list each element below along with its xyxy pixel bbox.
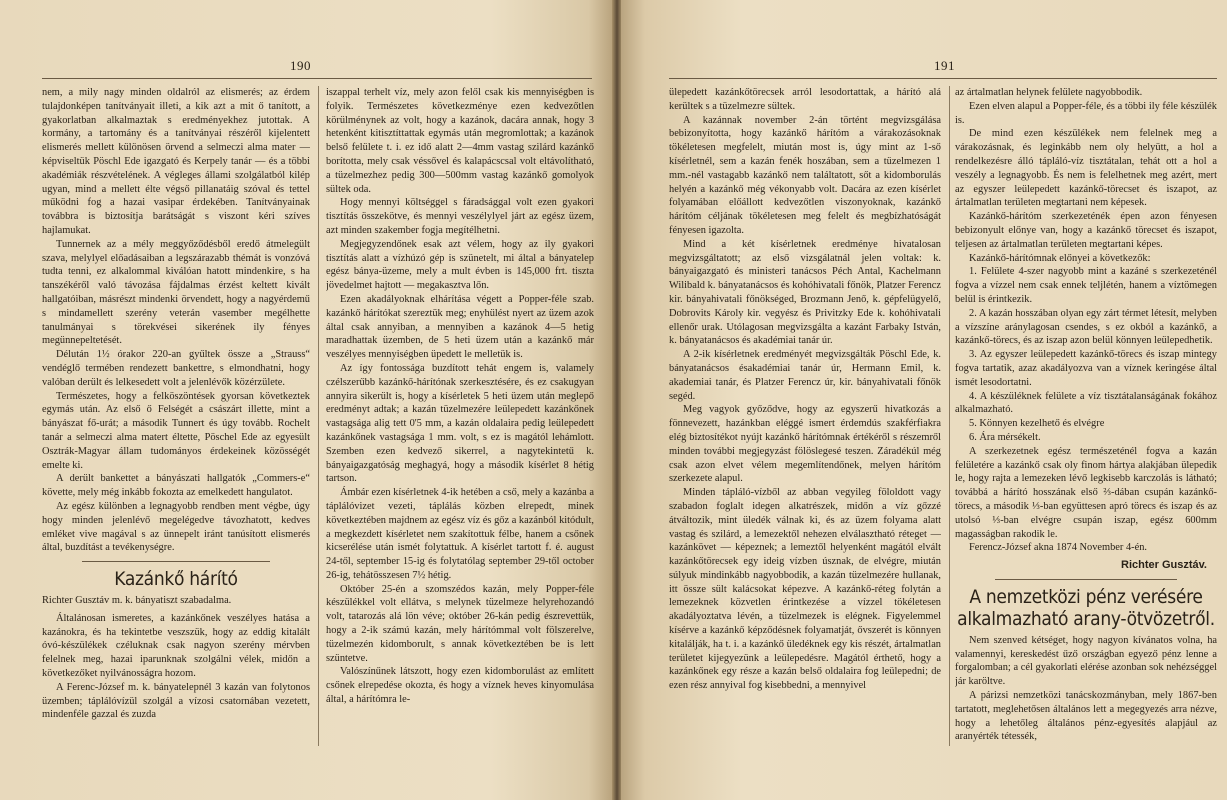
paragraph: Kazánkő-hárítómnak előnyei a következők: <box>969 252 1151 264</box>
paragraph: A szerkezetnek egész természeténél fogva a kazán felületére a kazánkő csak oly finom hártya alakjában ülepedik le, hogy rajta a lemezeken lévő legkisebb karczolás is látható; továbbá a hárító hosszának első ⅔-dában csupán kazánkő-törecs, a második ⅓-ban együttesen apró törecs és iszap és az utolsó ⅓-ban elvégre csupán iszap, egész 600mm magasságban rakodik le. <box>955 445 1217 540</box>
paragraph: iszappal terhelt víz, mely azon felől csak kis mennyiségben is folyik. Természetes következménye ezen kedvezőtlen körülménynek az volt, hogy a kazánok, dacára annak, hogy 3 hetenként kitisztíttattak egymás után megromlottak; a kazánok belső felülete t. i. ez idő alatt 2—4mm vastag szilárd kazánkő borította, mely csak véssővel és kalapácscsal volt eltávolítható, a tüzelmezhez pedig 300—500mm vastag kazánkő gomolyok sültek oda. <box>326 87 594 195</box>
paragraph: Az így fontossága buzdított tehát engem is, valamely czélszerűbb kazánkő-hárítónak szerkesztésére, és ez csakugyan annyira sikerült is, hogy a kísérletek 5 heti üzem után meglepő eredményt adtak; a kazán tüzelmezére leülepedett kazánkőnek vastagsága alig tett 0'5 mm, a kazán oldalaira pedig leülepedett kazánkőnek vastagsága 1 mm. volt, s ez is magától lehámlott. Szemben ezen kedvező sikerrel, a nagytekintetű k. bányaigazgatóság meghagyá, hogy a második kísérlet 8 hétig tartson. <box>326 362 594 485</box>
paragraph: A derült bankettet a bányászati hallgatók „Commers-e“ követte, mely még inkább fokozta az emelkedett hangulatot. <box>42 473 310 499</box>
paragraph: A kazánnak november 2-án történt megvizsgálása bebizonyította, hogy kazánkő hárítóm a várakozásoknak tökéletesen megfelelt, miután most is, úgy mint az 1-ső kísérletnél, sem a kazán fenék hoszában, sem a tüzelmezen 1 mm.-nél vastagabb kazánkő nem találtatott, sőt a kidomborulás helyén a kazánkő még vékonyabb volt. Dacára az ezen kísérlet folyamában előállott kedvezőtlen viszonyoknak, kazánkő hárítóm céljának tökéletesen meg felelt és megbízhatóságát fényesen igazolta. <box>669 114 941 236</box>
paragraph: Október 25-én a szomszédos kazán, mely Popper-féle készülékkel volt ellátva, s melynek tüzelmeze helyrehozandó volt, tatarozás alá lön véve; október 26-kán pedig észrevettük, hogy a 2-ik számú kazán, mely hárítómmal volt fölszerelve, tüzelmezén kidomborult, s annak következtében be is lett szüntetve. <box>326 583 594 664</box>
article-title-nemzetkozi-penz: A nemzetközi pénz verésére alkalmazható arany-ötvözetről. <box>957 585 1215 630</box>
paragraph: Megjegyzendőnek esak azt vélem, hogy az ily gyakori tisztítás alatt a vízhúzó gép is szünetelt, mi által a bányatelep egész bánya-üzeme, mely a mult évben is 145,000 frt. tiszta jövedelmet hajtott — megakasztva lőn. <box>326 238 594 292</box>
section-divider <box>82 561 270 562</box>
header-rule <box>42 78 592 79</box>
right-page <box>621 0 1227 800</box>
paragraph: 5. Könnyen kezelhető és elvégre <box>969 418 1105 430</box>
paragraph: 4. A készüléknek felülete a víz tisztátalanságának fokához alkalmazható. <box>955 390 1217 416</box>
column-rule <box>318 86 319 746</box>
column-text <box>955 634 1217 744</box>
section-divider <box>995 579 1177 580</box>
right-column-2 <box>955 86 1217 786</box>
paragraph: ülepedett kazánkőtörecsek arról lesodortattak, a hárító alá kerültek s a tüzelmezre sültek. <box>669 87 941 112</box>
paragraph: 6. Ára mérsékelt. <box>969 431 1041 443</box>
paragraph: A Ferenc-József m. k. bányatelepnél 3 kazán van folytonos üzemben; táplálóvízül szolgál a vízosi csatornában vezetett, mindenféle gazzal és zuzda <box>42 681 310 721</box>
paragraph: nem, a mily nagy minden oldalról az elismerés; az érdem tulajdonképen tanítványait illeti, a kik azt a mit ő tanított, a gyakorlatban alkalmaztak s eredményekhez jutottak. A kormány, a tartomány és a tanítványai részéről kijelentett elismerés mellett különösen örvend a selmeczi alma mater — képviseltük Pöschl Ede igazgató és Kerpely tanár — és a többi akadémiák részvételének. A végleges állami szolgálatból kilép ugyan, mind a mellett élte végső pillanatáig szóval és tettel működni fog a hazai vasipar érdekében. Tanítványainak továbbra is biztosítja barátságát s viszont kéri szíves hajlamukat. <box>42 87 310 236</box>
paragraph: Délután 1½ órakor 220-an gyűltek össze a „Strauss“ vendéglő termében rendezett bankettre, s elmondhatni, hogy valóban derült és lelkesedett volt a jelenlévők közérzülete. <box>42 349 310 388</box>
left-column-1 <box>42 86 310 786</box>
column-text <box>955 86 1217 555</box>
page-number-191: 191 <box>934 58 955 73</box>
paragraph: Ferencz-József akna 1874 November 4-én. <box>969 542 1148 554</box>
column-text <box>42 612 310 722</box>
paragraph: Kazánkő-hárítóm szerkezeténék épen azon fényesen bebizonyult előnye van, hogy a kazánkő törecset és iszapot, teljesen az ártalmatlan területen megtartani képes. <box>955 211 1217 250</box>
paragraph: 2. A kazán hosszában olyan egy zárt térmet létesít, melyben a vízszíne aránylagosan csendes, s ez okból a kazánkő, a kazánkő-törecs, és az iszap azon belül könnyen leülepedhetik. <box>955 307 1217 347</box>
paragraph: Tunnernek az a mély meggyőződésből eredő átmelegült szava, melylyel előadásaiban a legszárazabb thémát is vonzóvá tudta tenni, ez alkalommal kiválóan hatott mindenkire, s ha tanszékéről való távozása fájdalmas érzést keltett kivált hallgatóiban, másrészt mindenki örvendett, hogy a nagyérdemű s mindamellett szerény veterán vasember megélhette tanulmányai s törekvései sikerének ily fényes megünnepeltetését. <box>42 238 310 347</box>
header-rule <box>669 78 1217 79</box>
paragraph: Nem szenved kétséget, hogy nagyon kívánatos volna, ha valamennyi, kereskedést űző országban egyező pénz lenne a forgalomban; a cél gyakorlati elérése azonban sok nehézséggel jár karöltve. <box>955 634 1217 688</box>
paragraph: Valószínűnek látszott, hogy ezen kidomborulást az említett csőnek elrepedése okozta, és hogy a víznek heves kinyomulása által, a hárítómra le- <box>326 666 594 706</box>
paragraph: Ezen akadályoknak elhárítása végett a Popper-féle szab. kazánkő hárítókat szereztük meg; enyhülést nyert az üzem azok által csak annyiban, a mennyiben a kazánok 4—5 hetig maradhattak üzemben, de 5 heti üzem után a kazánkő már veszélyes mennyiségben üpedett le melletük is. <box>326 293 594 361</box>
paragraph: Az egész különben a legnagyobb rendben ment végbe, úgy hogy minden jelenlévő megelégedve távozhatott, kedves emléket vive magával s az ünnepelt iránt tanúsított elismerés által, buzdítást a tevékenységre. <box>42 500 310 554</box>
paragraph: A 2-ik kísérletnek eredményét megvizsgálták Pöschl Ede, k. bányatanácsos ésakadémiai tanár úr, Hermann Emil, k. akademiai tanár, és Platzer Ferencz úr, kir. bányahivatali főnök segéd. <box>669 349 941 402</box>
page-number-190: 190 <box>290 58 311 73</box>
paragraph: Természetes, hogy a felköszöntések gyorsan következtek egymás után. Az első ő Felségét a császárt illette, mint a bányászat fő-urát; a második Tunnert és úgy tovább. Rochelt tanár a selmeczi alma matert éltette, Pöschel Ede az egyesült Osztrák-Magyar állam tudományos érdekeinek közösségét emelte ki. <box>42 390 310 471</box>
column-text <box>42 86 310 555</box>
right-column-1 <box>669 86 941 786</box>
paragraph: De mind ezen készülékek nem felelnek meg a várakozásnak, és leginkább nem oly helyütt, a hol a rendelkezésre álló tápláló-víz tisztátalan, tehát ott a hol a veszély a legnagyobb. És nem is felelhetnek meg azért, mert az egyszer leülepedett kazánkő-törecset és iszapot, az ártalmatlan területen megtartani nem képesek. <box>955 128 1217 209</box>
paragraph: Általánosan ismeretes, a kazánkőnek veszélyes hatása a kazánokra, és ha tekintetbe veszszük, hogy az eddig kitalált óvó-készülékek czéluknak csak nagyon szerény mérvben felelnek meg, hazai iparunknak szolgálni vélek, midőn a következőket nyilvánosságra hozom. <box>42 612 310 680</box>
paragraph: Ezen elven alapul a Popper-féle, és a többi ily féle készülék is. <box>955 100 1217 126</box>
paragraph: Ámbár ezen kísérletnek 4-ik hetében a cső, mely a kazánba a táplálóvizet vezeti, táplálás közben elrepedt, minek következtében majdnem az egész víz és gőz a kazánból kitódult, a megkezdett kísérletet nem szakítottuk félbe, hanem a csőnek kicserélése után ismét folytattuk. A kísérlet tartott f. é. august 24-től, september 15-ig és folytatólag september 29-től october 26-ig, tehátösszesen 7½ hétig. <box>326 487 594 581</box>
paragraph: Minden tápláló-vízből az abban vegyileg föloldott vagy szabadon foglalt idegen alkatrészek, midőn a víz gőzzé átváltozik, mint üledék válnak ki, és az üzem folyama alatt vastag és szilárd, a lemezektől nehezen elválasztható réteget — kazánkövet — képeznek; a lemeztől helyenként magától elvált kazánkőtörecsek egy ideig vízben úsznak, de elvégre, miután súlyuk mindinkább nagyobbodik, a kazán tüzelmezére hullanak, itt össze sült kalácsokat képezve. A kazánkő-réteg folytán a lemezeknek közvetlen érintkezése a vízzel tökéletesen akadályoztatva lévén, a tüzelmezek is elégnek. Figyelemmel kísérve a kazánkő képződésnek folyamatját, ővszerét is könnyen kitalálják, ha t. i. a kazánkő üledéknek egy kis részét, ártalmatlan területet kijegyezünk a leülepedésre. Magától érthető, hogy a kazánkőnek egy része a kazán belső oldalaira fog leülepedni; de ezen rész annyival fog kisebbedni, a mennyivel <box>669 487 941 692</box>
paragraph: Mind a két kísérletnek eredménye hivatalosan megvizsgáltatott; az első vizsgálatnál jelen voltak: k. bányaigazgató és ministeri tanácsos Péch Antal, Kachelmann Wilibald k. bányatanácsos és kohóhivatali főnök, Platzer Ferencz kir. bányahivatali főnökséged, Brozmann Jenő, k. gépfelügyelő, Dobrovits Károly kir. vegyész és Privitzky Ede k. kohóhivatali ellenőr urak. Utólagosan megvizsgálta a kazánt Farbaky István, k. bányatanácsos és akadémiai tanár úr. <box>669 238 941 347</box>
left-page <box>0 0 613 800</box>
paragraph: A párizsi nemzetközi tanácskozmányban, mely 1867-ben tartatott, meglehetősen általános lett a megegyezés arra nézve, hogy a lehetőleg általános pénz-egyesítés alapjául az aranyérték tétessék, <box>955 690 1217 743</box>
paragraph: 1. Felülete 4-szer nagyobb mint a kazáné s szerkezeténél fogva a vízzel nem csak ennek teljlétén, hanem a víztömegen belül is érintkezik. <box>955 266 1217 305</box>
author-signature: Richter Gusztáv. <box>1121 559 1207 572</box>
article-byline: Richter Gusztáv m. k. bányatiszt szabadalma. <box>42 595 232 607</box>
paragraph: az ártalmatlan helynek felülete nagyobbodik. <box>955 87 1143 98</box>
paragraph: 3. Az egyszer leülepedett kazánkő-törecs és iszap mintegy fogva tartatik, azaz akadályozva van a víznek keringése által ismét lesodortatni. <box>955 349 1217 388</box>
paragraph: Hogy mennyi költséggel s fáradsággal volt ezen gyakori tisztítás összekötve, és mennyi veszélylyel járt az egész üzem, azt minden szakember fogja megítélhetni. <box>326 197 594 236</box>
column-rule <box>949 86 950 746</box>
article-title-kazanko: Kazánkő hárító <box>114 568 238 591</box>
left-column-2 <box>326 86 594 786</box>
paragraph: Meg vagyok győződve, hogy az egyszerű hivatkozás a fönnevezett, hazánkban eléggé ismert érdemdús szakférfiakra elég biztosítékot nyújt kazánkő hárítómnak értékéről s részemről minden további megjegyzást fölöslegesé teszen. Záradékúl még csak azon elvet vélem megemlítendőnek, melyen hárítóm szerkezete alapul. <box>669 404 941 485</box>
